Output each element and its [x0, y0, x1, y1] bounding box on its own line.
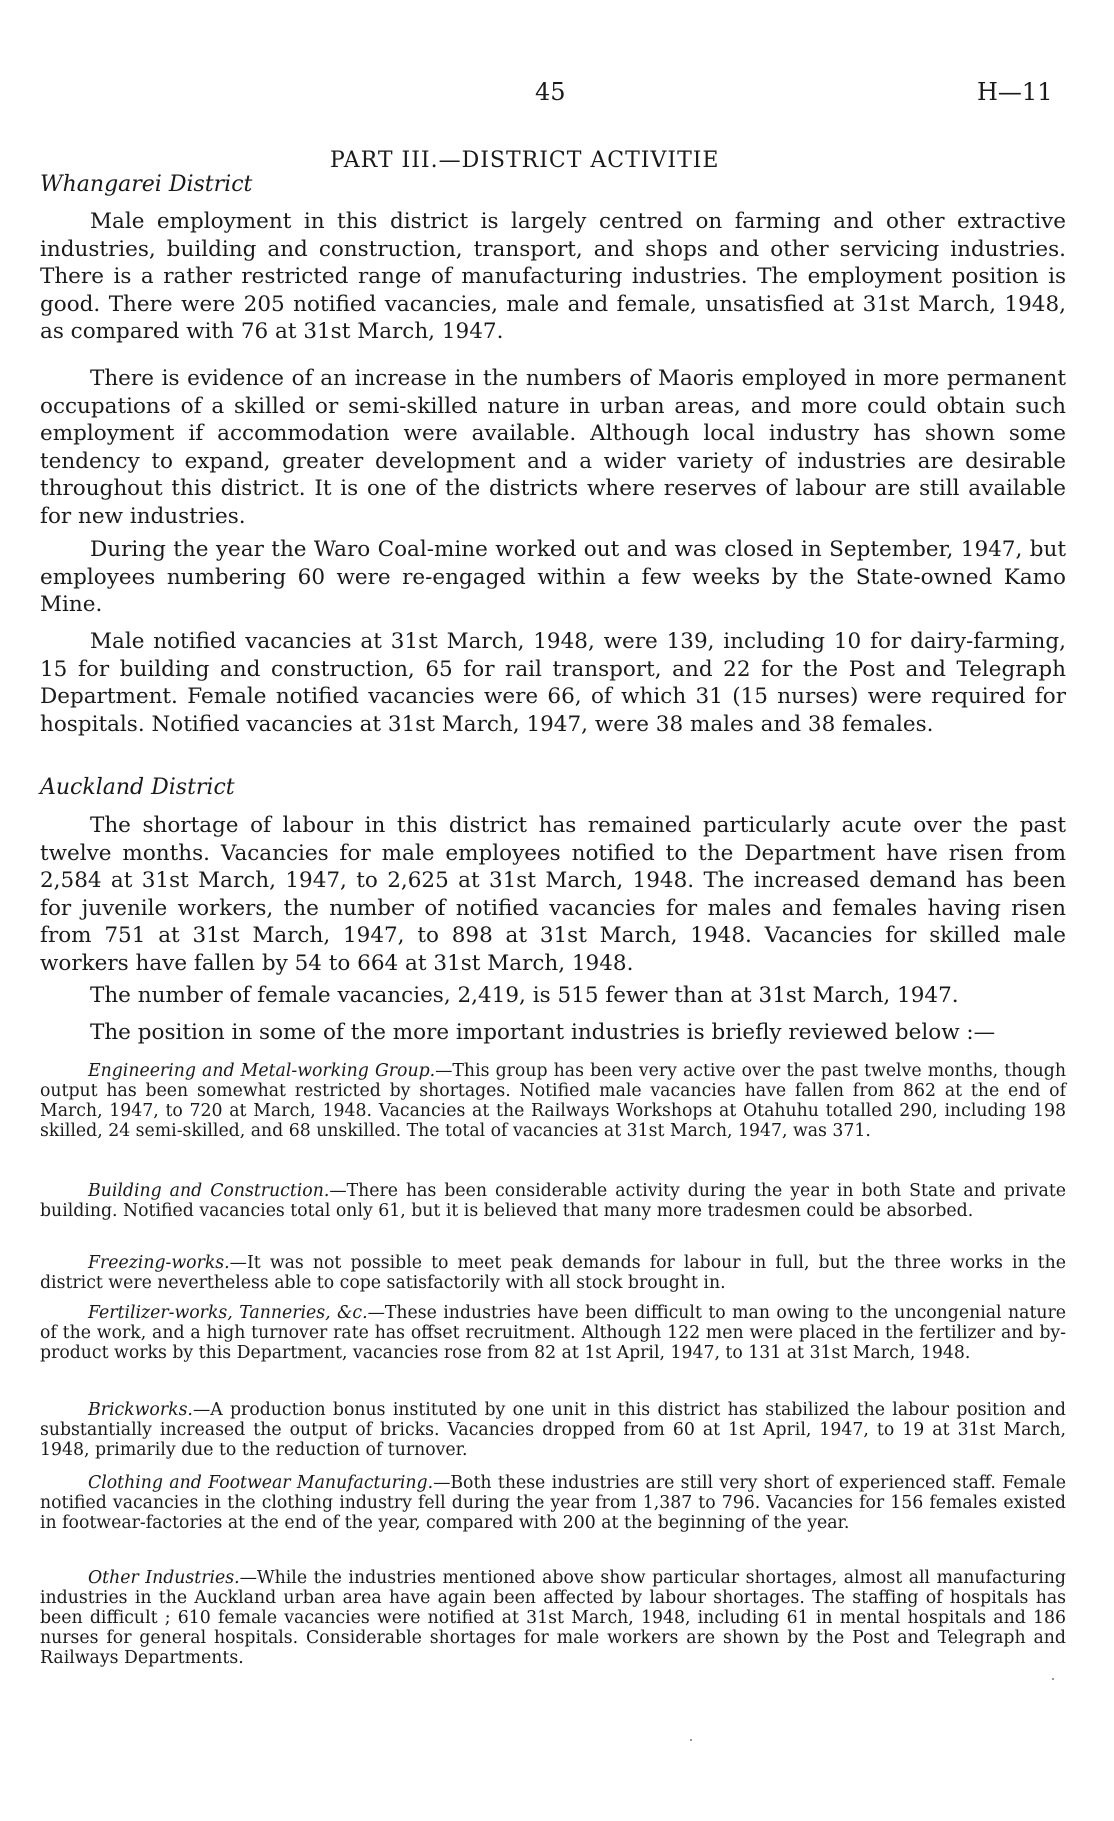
- industry-paragraph: [40, 1253, 1066, 1293]
- auckland-paragraph: The number of female vacancies, 2,419, is 515 fewer than at 31st March, 1947.: [90, 983, 959, 1008]
- industry-paragraph: [40, 1400, 1066, 1460]
- industry-text: —It was not possible to meet peak demands for labour in full, but the three works in the district were nevertheless able to cope satisfactorily with all stock brought in.: [40, 1253, 1066, 1293]
- industry-heading: Other Industries.: [88, 1568, 240, 1588]
- industry-heading: Engineering and Metal-working Group.: [88, 1061, 436, 1081]
- industry-text: —There has been considerable activity during the year in both State and private building. Notified vacancies total only 61, but it is believed that many more tradesmen could be absorbed.: [40, 1181, 1066, 1221]
- industry-text: —Both these industries are still very short of experienced staff. Female notified vacancies in the clothing industry fell during the year from 1,387 to 796. Vacancies for 156 females existed in footwear-factories at the end of the year, compared with 200 at the beginning of the year.: [40, 1473, 1066, 1533]
- auckland-paragraph: The position in some of the more important industries is briefly reviewed below :—: [90, 1020, 996, 1045]
- industry-paragraph: [40, 1473, 1066, 1533]
- part-title: PART III.—DISTRICT ACTIVITIE: [330, 148, 720, 173]
- industry-text: —While the industries mentioned above show particular shortages, almost all manufacturing industries in the Auckland urban area have again been affected by labour shortages. The staffing of hospitals has been difficult ; 610 female vacancies were notified at 31st March, 1948, including 61 in mental hospitals and 186 nurses for general hospitals. Considerable shortages for male workers are shown by the Post and Telegraph and Railways Departments.: [40, 1568, 1066, 1668]
- industry-heading: Freezing-works.: [88, 1253, 230, 1273]
- speck-mark: [1052, 1678, 1054, 1680]
- whangarei-paragraph: Male employment in this district is largely centred on farming and other extractive industries, building and construction, transport, and shops and other servicing industries. There is a rather restricted range of manufacturing industries. The employment position is good. There were 205 notified vacancies, male and female, unsatisfied at 31st March, 1948, as compared with 76 at 31st March, 1947.: [40, 209, 1066, 344]
- whangarei-paragraph: Male notified vacancies at 31st March, 1948, were 139, including 10 for dairy-farming, 15 for building and construction, 65 for rail transport, and 22 for the Post and Telegraph Department. Female notified vacancies were 66, of which 31 (15 nurses) were required for hospitals. Notified vacancies at 31st March, 1947, were 38 males and 38 females.: [40, 629, 1066, 737]
- page-number: 45: [535, 78, 566, 106]
- industry-paragraph: [40, 1568, 1066, 1668]
- page-reference: H—11: [977, 78, 1053, 106]
- whangarei-heading: Whangarei District: [40, 172, 253, 197]
- auckland-paragraph: The shortage of labour in this district has remained particularly acute over the past twelve months. Vacancies for male employees notified to the Department have risen from 2,584 at 31st March, 1947, to 2,625 at 31st March, 1948. The increased demand has been for juvenile workers, the number of notified vacancies for males and females having risen from 751 at 31st March, 1947, to 898 at 31st March, 1948. Vacancies for skilled male workers have fallen by 54 to 664 at 31st March, 1948.: [40, 813, 1066, 976]
- industry-paragraph: [40, 1303, 1066, 1363]
- whangarei-paragraph: There is evidence of an increase in the numbers of Maoris employed in more permanent occupations of a skilled or semi-skilled nature in urban areas, and more could obtain such employment if accommodation were available. Although local industry has shown some tendency to expand, greater development and a wider variety of industries are desirable throughout this district. It is one of the districts where reserves of labour are still available for new industries.: [40, 366, 1066, 529]
- industry-heading: Clothing and Footwear Manufacturing.: [88, 1473, 434, 1493]
- industry-heading: Building and Construction.: [88, 1181, 330, 1201]
- industry-paragraph: [40, 1061, 1066, 1141]
- industry-heading: Brickworks.: [88, 1400, 193, 1420]
- industry-text: —This group has been very active over the past twelve months, though output has been somewhat restricted by shortages. Notified male vacancies have fallen from 862 at the end of March, 1947, to 720 at March, 1948. Vacancies at the Railways Workshops at Otahuhu totalled 290, including 198 skilled, 24 semi-skilled, and 68 unskilled. The total of vacancies at 31st March, 1947, was 371.: [40, 1061, 1066, 1141]
- speck-mark: [690, 1739, 692, 1741]
- whangarei-paragraph: During the year the Waro Coal-mine worked out and was closed in September, 1947, but employees numbering 60 were re-engaged within a few weeks by the State-owned Kamo Mine.: [40, 537, 1066, 617]
- auckland-heading: Auckland District: [40, 775, 235, 800]
- industry-text: —These industries have been difficult to man owing to the uncongenial nature of the work, and a high turnover rate has offset recruitment. Although 122 men were placed in the fertilizer and by-product works by this Department, vacancies rose from 82 at 1st April, 1947, to 131 at 31st March, 1948.: [40, 1303, 1066, 1363]
- industry-heading: Fertilizer-works, Tanneries, &c.: [88, 1303, 368, 1323]
- industry-text: —A production bonus instituted by one unit in this district has stabilized the labour position and substantially increased the output of bricks. Vacancies dropped from 60 at 1st April, 1947, to 19 at 31st March, 1948, primarily due to the reduction of turnover.: [40, 1400, 1066, 1460]
- industry-paragraph: [40, 1181, 1066, 1221]
